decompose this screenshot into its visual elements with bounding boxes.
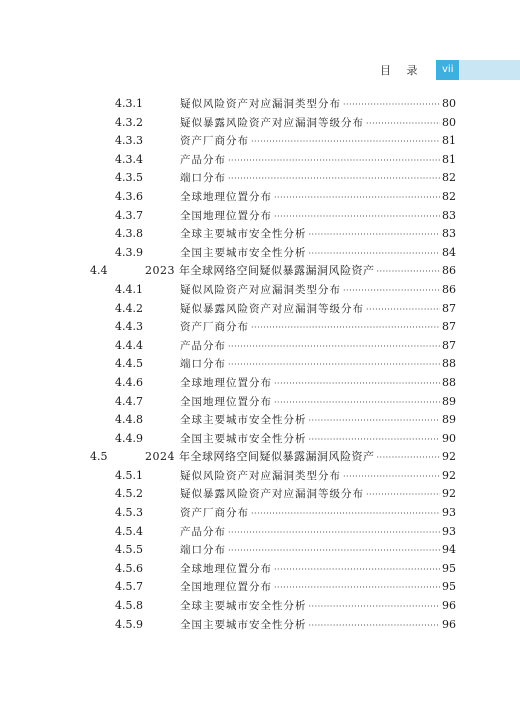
toc-entry-title: 全国主要城市安全性分析 (180, 432, 307, 445)
toc-subsection-entry[interactable] (90, 467, 456, 486)
toc-leader-dots (343, 282, 440, 301)
toc-entry-page: 96 (442, 617, 456, 631)
toc-entry-number: 4.4.4 (115, 338, 143, 352)
toc-entry-title: 疑似暴露风险资产对应漏洞等级分布 (180, 302, 364, 315)
toc-subsection-entry[interactable] (90, 411, 456, 430)
toc-entry-number: 4.5.4 (115, 524, 143, 538)
toc-entry-page: 96 (442, 599, 456, 613)
toc-entry-page: 94 (442, 543, 456, 557)
toc-entry-number: 4.5.3 (115, 506, 143, 520)
toc-entry-page: 87 (442, 301, 456, 315)
toc-leader-dots (274, 208, 440, 227)
toc-subsection-entry[interactable] (90, 541, 456, 560)
toc-leader-dots (251, 133, 440, 152)
toc-entry-title: 产品分布 (180, 153, 226, 166)
toc-entry-number: 4.3.1 (115, 97, 143, 110)
toc-entry-number: 4.3.5 (115, 171, 143, 185)
toc-entry-number: 4.5.2 (115, 487, 143, 501)
toc-entry-number: 4.3.6 (115, 189, 143, 203)
toc-entry-number: 4.5.7 (115, 580, 143, 594)
toc-entry-page: 80 (442, 115, 456, 129)
toc-subsection-entry[interactable] (90, 393, 456, 412)
toc-entry-number: 4.4.6 (115, 375, 143, 389)
toc-subsection-entry[interactable] (90, 523, 456, 542)
toc-subsection-entry[interactable] (90, 95, 456, 114)
page-number-badge (436, 60, 520, 80)
toc-subsection-entry[interactable] (90, 355, 456, 374)
toc-leader-dots (228, 152, 440, 171)
toc-leader-dots (228, 542, 440, 561)
toc-entry-number: 4.3.9 (115, 245, 143, 259)
toc-entry-title: 疑似风险资产对应漏洞类型分布 (180, 283, 341, 296)
header-title: 目 录 (380, 64, 424, 77)
toc-entry-page: 88 (442, 357, 456, 371)
toc-subsection-entry[interactable] (90, 169, 456, 188)
toc-entry-number: 4.4.9 (115, 431, 143, 445)
toc-entry-title: 资产厂商分布 (180, 135, 249, 148)
toc-entry-title: 产品分布 (180, 525, 226, 538)
toc-subsection-entry[interactable] (90, 597, 456, 616)
toc-entry-page: 89 (442, 413, 456, 427)
toc-leader-dots (366, 301, 440, 320)
toc-entry-title: 全球主要城市安全性分析 (180, 228, 307, 241)
toc-subsection-entry[interactable] (90, 578, 456, 597)
toc-entry-title: 端口分布 (180, 172, 226, 185)
toc-entry-title: 全国主要城市安全性分析 (180, 618, 307, 631)
toc-entry-number: 4.3.7 (115, 208, 143, 222)
toc-entry-number: 4.3.2 (115, 115, 143, 129)
toc-subsection-entry[interactable] (90, 374, 456, 393)
toc-entry-title: 疑似风险资产对应漏洞类型分布 (180, 469, 341, 482)
toc-entry-number: 4.4.2 (115, 301, 143, 315)
toc-leader-dots (309, 226, 441, 245)
toc-leader-dots (366, 115, 440, 134)
toc-entry-title: 全球地理位置分布 (180, 562, 272, 575)
toc-entry-page: 86 (442, 264, 456, 278)
toc-leader-dots (251, 319, 440, 338)
toc-entry-page: 87 (442, 320, 456, 334)
toc-leader-dots (309, 598, 441, 617)
toc-leader-dots (274, 579, 440, 598)
toc-entry-title: 资产厂商分布 (180, 507, 249, 520)
toc-entry-number: 4.4 (90, 264, 108, 278)
toc-leader-dots (228, 170, 440, 189)
toc-subsection-entry[interactable] (90, 225, 456, 244)
toc-subsection-entry[interactable] (90, 337, 456, 356)
toc-entry-page: 90 (442, 431, 456, 445)
toc-entry-number: 4.5.9 (115, 617, 143, 631)
toc-leader-dots (228, 338, 440, 357)
toc-entry-number: 4.5.1 (115, 468, 143, 482)
toc-entry-page: 82 (442, 189, 456, 203)
toc-entry-number: 4.4.3 (115, 320, 143, 334)
toc-entry-number: 4.4.1 (115, 282, 143, 296)
toc-entry-page: 87 (442, 338, 456, 352)
toc-entry-page: 88 (442, 375, 456, 389)
toc-subsection-entry[interactable] (90, 504, 456, 523)
toc-entry-page: 83 (442, 208, 456, 222)
toc-entry-number: 4.5 (90, 450, 108, 464)
toc-leader-dots (309, 617, 441, 636)
toc-entry-title: 全球主要城市安全性分析 (180, 600, 307, 613)
toc-entry-page: 81 (442, 134, 456, 148)
toc-entry-page: 89 (442, 394, 456, 408)
toc-leader-dots (274, 375, 440, 394)
toc-entry-page: 93 (442, 524, 456, 538)
toc-subsection-entry[interactable] (90, 560, 456, 579)
toc-entry-page: 82 (442, 171, 456, 185)
toc-leader-dots (343, 96, 440, 115)
header-page-number: vii (436, 60, 459, 80)
toc-entry-title: 全球主要城市安全性分析 (180, 414, 307, 427)
toc-entry-page: 83 (442, 227, 456, 241)
toc-subsection-entry[interactable] (90, 616, 456, 635)
toc-leader-dots (343, 468, 440, 487)
toc-leader-dots (274, 561, 440, 580)
toc-entry-title: 全国地理位置分布 (180, 209, 272, 222)
toc-entry-number: 4.5.8 (115, 599, 143, 613)
toc-entry-title: 全国地理位置分布 (180, 581, 272, 594)
toc-entry-title: 全国地理位置分布 (180, 395, 272, 408)
toc-entry-page: 92 (442, 487, 456, 501)
toc-entry-page: 86 (442, 282, 456, 296)
toc-entry-number: 4.4.5 (115, 357, 143, 371)
toc-entry-title: 资产厂商分布 (180, 321, 249, 334)
toc-entry-page: 95 (442, 580, 456, 594)
toc-subsection-entry[interactable] (90, 151, 456, 170)
toc-entry-number: 4.3.4 (115, 152, 143, 166)
toc-entry-page: 92 (442, 450, 456, 464)
toc-entry-title: 疑似风险资产对应漏洞类型分布 (180, 98, 341, 110)
toc-leader-dots (309, 412, 441, 431)
toc-entry-number: 4.4.7 (115, 394, 143, 408)
toc-entry-number: 4.5.5 (115, 543, 143, 557)
toc-subsection-entry[interactable] (90, 318, 456, 337)
toc-entry-number: 4.3.8 (115, 227, 143, 241)
toc-subsection-entry[interactable] (90, 244, 456, 263)
toc-leader-dots (251, 505, 440, 524)
toc-entry-title: 2024 年全球网络空间疑似暴露漏洞风险资产 (145, 450, 375, 464)
toc-entry-title: 产品分布 (180, 339, 226, 352)
toc-entry-number: 4.3.3 (115, 134, 143, 148)
toc-entry-title: 全国主要城市安全性分析 (180, 246, 307, 259)
toc-subsection-entry[interactable] (90, 485, 456, 504)
toc-entry-page: 93 (442, 506, 456, 520)
toc-leader-dots (377, 449, 441, 468)
toc-subsection-entry[interactable] (90, 300, 456, 319)
toc-entry-title: 2023 年全球网络空间疑似暴露漏洞风险资产 (145, 264, 375, 278)
toc-entry-page: 84 (442, 245, 456, 259)
toc-entry-page: 80 (442, 97, 456, 110)
toc-leader-dots (366, 486, 440, 505)
toc-subsection-entry[interactable] (90, 132, 456, 151)
toc-entry-title: 全球地理位置分布 (180, 376, 272, 389)
toc-entry-number: 4.4.8 (115, 413, 143, 427)
toc-leader-dots (228, 524, 440, 543)
toc-leader-dots (377, 263, 441, 282)
toc-entry-page: 95 (442, 561, 456, 575)
toc-leader-dots (309, 245, 441, 264)
toc-section-entry[interactable] (90, 262, 456, 281)
toc-subsection-entry[interactable] (90, 207, 456, 226)
toc-subsection-entry[interactable] (90, 430, 456, 449)
toc-section-entry[interactable] (90, 448, 456, 467)
table-of-contents (90, 95, 456, 634)
toc-subsection-entry[interactable] (90, 188, 456, 207)
toc-entry-title: 端口分布 (180, 544, 226, 557)
toc-entry-title: 疑似暴露风险资产对应漏洞等级分布 (180, 488, 364, 501)
toc-entry-title: 疑似暴露风险资产对应漏洞等级分布 (180, 116, 364, 129)
toc-entry-number: 4.5.6 (115, 561, 143, 575)
toc-entry-page: 81 (442, 152, 456, 166)
toc-leader-dots (228, 356, 440, 375)
toc-leader-dots (274, 394, 440, 413)
toc-subsection-entry[interactable] (90, 281, 456, 300)
running-header (380, 60, 520, 80)
toc-subsection-entry[interactable] (90, 114, 456, 133)
toc-leader-dots (309, 431, 441, 450)
toc-entry-page: 92 (442, 468, 456, 482)
toc-leader-dots (274, 189, 440, 208)
toc-entry-title: 全球地理位置分布 (180, 190, 272, 203)
toc-entry-title: 端口分布 (180, 358, 226, 371)
